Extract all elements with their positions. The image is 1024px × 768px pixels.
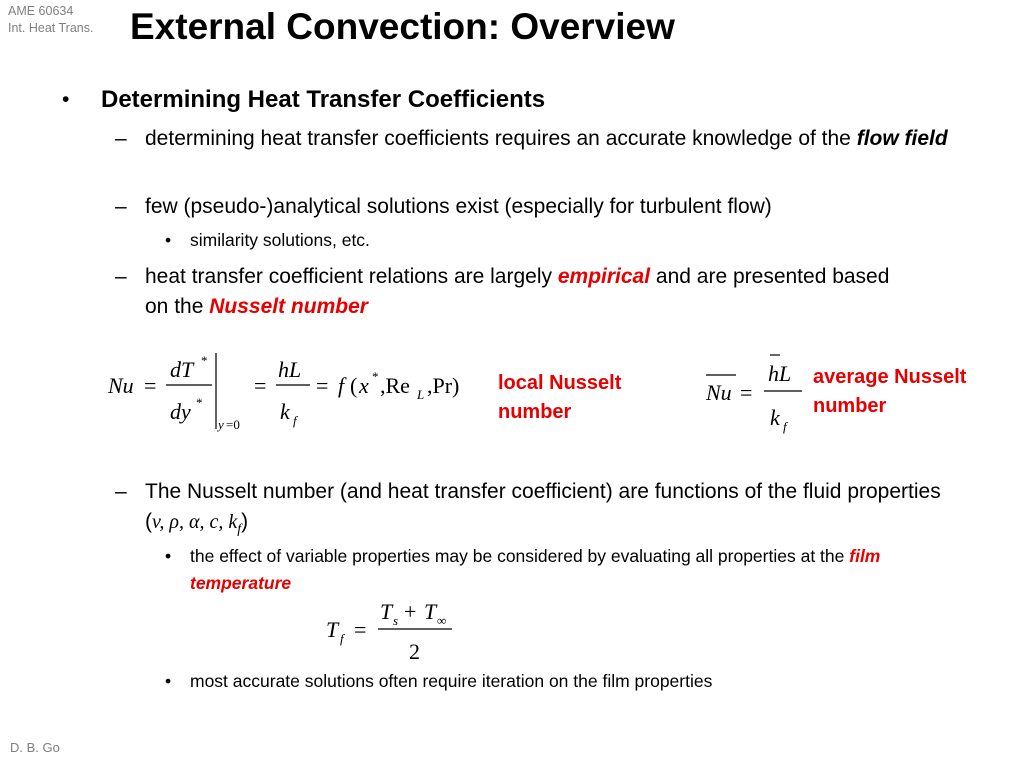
author-footer: D. B. Go xyxy=(10,740,60,755)
svg-text:y: y xyxy=(218,417,224,432)
emphasis-film-temperature: film temperature xyxy=(190,546,881,593)
list-item-empirical xyxy=(145,262,905,322)
dash-marker: – xyxy=(115,265,127,288)
svg-text:T: T xyxy=(424,599,437,624)
list-item-fluid-properties: The Nusselt number (and heat transfer coefficient) are functions of the fluid properties (v, ρ, α, c, $k_f$) xyxy=(145,480,941,538)
film-temperature-equation xyxy=(320,595,460,670)
item-text: heat transfer coefficient relations are largely xyxy=(145,265,552,288)
item-text: The Nusselt number (and heat transfer coefficient) are functions of the fluid properties xyxy=(145,480,941,503)
svg-text:f: f xyxy=(340,631,344,646)
sub-item-film-temperature xyxy=(190,543,890,597)
item-text: the effect of variable properties may be considered by evaluating all properties at the xyxy=(190,546,845,566)
emphasis-empirical: empirical xyxy=(557,265,651,288)
svg-text:f: f xyxy=(338,373,345,398)
property-subscript: f xyxy=(237,522,242,538)
svg-text:hL: hL xyxy=(768,361,792,386)
svg-text:T: T xyxy=(380,599,393,624)
dash-marker: – xyxy=(115,195,127,218)
emphasis-nusselt-number: Nusselt number xyxy=(209,295,368,318)
svg-text:L: L xyxy=(417,387,425,402)
svg-text:*: * xyxy=(196,395,203,410)
svg-text:=: = xyxy=(354,617,367,642)
svg-text:k: k xyxy=(770,405,780,430)
svg-text:∞: ∞ xyxy=(437,613,447,628)
svg-text:Nu: Nu xyxy=(108,373,134,398)
item-text: and are presented based on the xyxy=(145,265,890,318)
course-name: Int. Heat Trans. xyxy=(8,21,94,35)
sub-item-similarity: similarity solutions, etc. xyxy=(190,230,370,250)
property-symbols: v, ρ, α, c, k xyxy=(152,511,238,533)
svg-text:*: * xyxy=(201,353,208,368)
sub-bullet-dot: • xyxy=(165,671,172,691)
slide-title: External Convection: Overview xyxy=(130,6,675,47)
sub-item-iteration: most accurate solutions often require iteration on the film properties xyxy=(190,671,713,691)
svg-text:f: f xyxy=(783,419,787,434)
svg-text:dT: dT xyxy=(170,357,194,382)
svg-text:(: ( xyxy=(350,373,358,398)
svg-text:k: k xyxy=(280,399,290,424)
emphasis-flow-field: flow field xyxy=(856,127,948,150)
list-item-analytical: few (pseudo-)analytical solutions exist (especially for turbulent flow) xyxy=(145,195,772,218)
svg-text:hL: hL xyxy=(278,357,302,382)
svg-text:,Re: ,Re xyxy=(380,373,410,398)
svg-text:x: x xyxy=(359,373,369,398)
local-nusselt-equation xyxy=(100,345,495,440)
svg-text:=: = xyxy=(254,373,267,398)
svg-text:Nu: Nu xyxy=(706,380,732,405)
course-code: AME 60634 xyxy=(8,4,74,18)
svg-text:=: = xyxy=(740,380,753,405)
local-nusselt-label: local Nusselt number xyxy=(498,372,622,423)
svg-text:dy: dy xyxy=(170,399,191,424)
list-item-flow-field xyxy=(145,124,985,154)
svg-text:=: = xyxy=(144,373,157,398)
section-heading: Determining Heat Transfer Coefficients xyxy=(101,86,546,113)
dash-marker: – xyxy=(115,127,127,150)
svg-text:2: 2 xyxy=(409,639,420,664)
svg-text:f: f xyxy=(293,413,297,428)
course-label xyxy=(8,3,93,37)
sub-bullet-dot: • xyxy=(165,230,172,250)
svg-text:s: s xyxy=(393,613,399,628)
bullet-dot: • xyxy=(62,88,70,111)
item-text: determining heat transfer coefficients requires an accurate knowledge of the xyxy=(145,127,851,150)
svg-text:T: T xyxy=(326,617,339,642)
svg-text:=: = xyxy=(316,373,329,398)
svg-text:,Pr): ,Pr) xyxy=(427,373,460,398)
average-nusselt-label: average Nusselt number xyxy=(813,366,967,417)
svg-text:+: + xyxy=(404,599,417,624)
sub-bullet-dot: • xyxy=(165,546,172,566)
average-nusselt-equation xyxy=(700,345,810,440)
svg-text:=0: =0 xyxy=(226,417,240,432)
dash-marker: – xyxy=(115,480,127,503)
svg-text:*: * xyxy=(372,369,379,384)
